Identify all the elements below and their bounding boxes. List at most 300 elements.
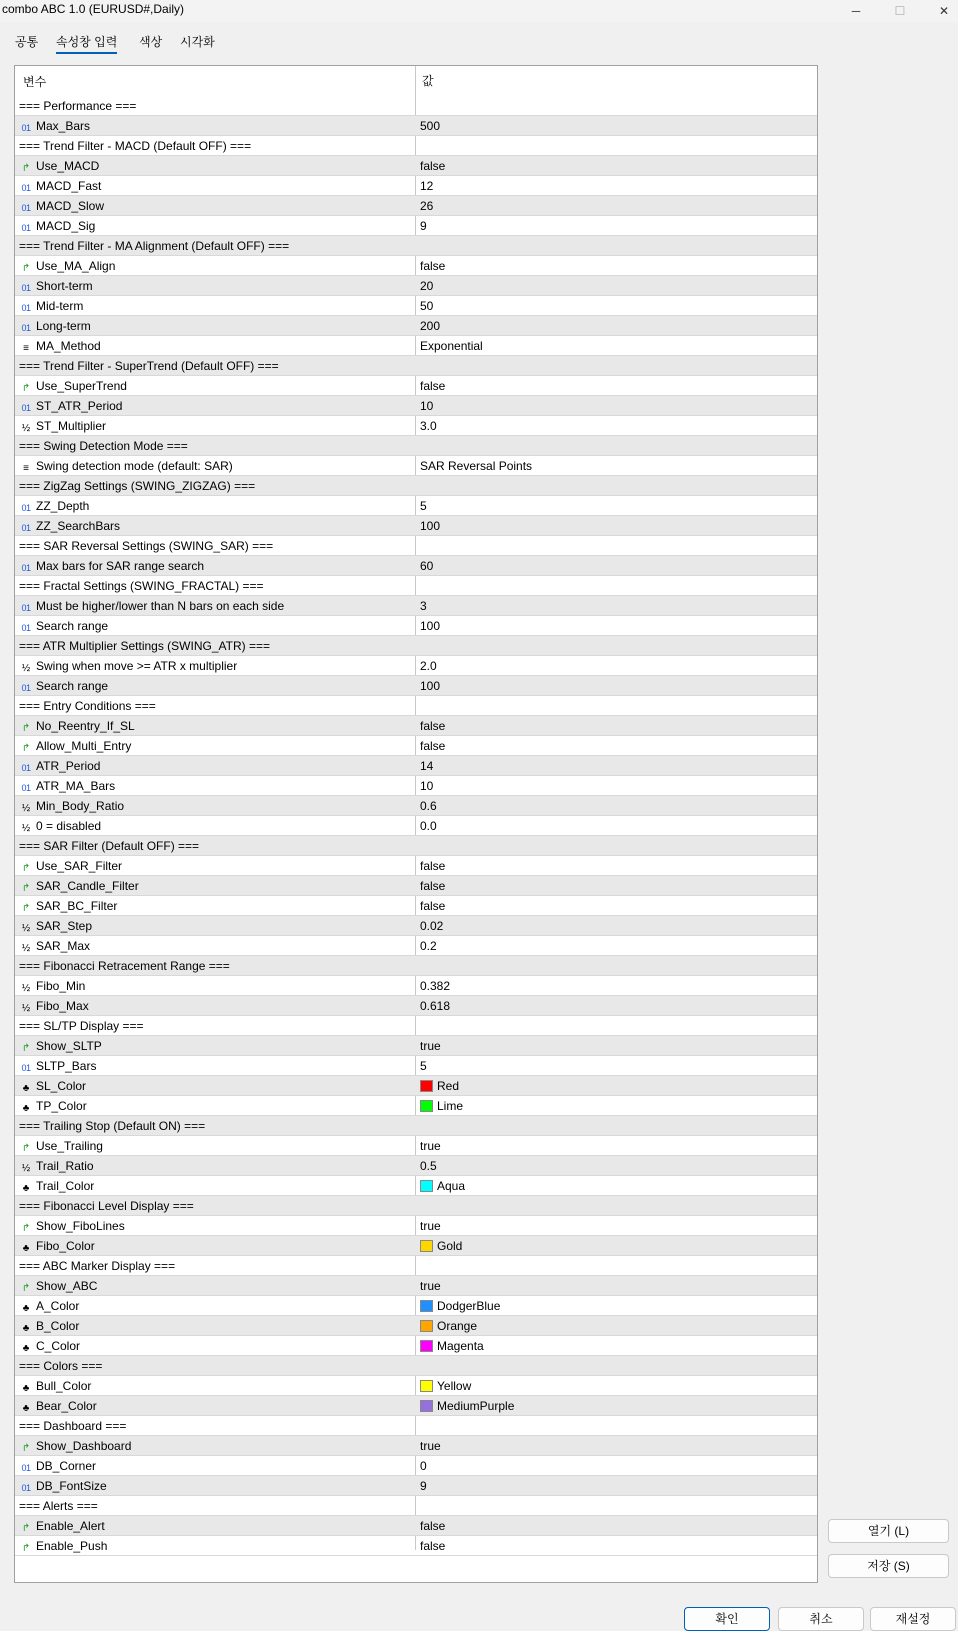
parameter-value[interactable] bbox=[420, 1139, 441, 1153]
parameter-value[interactable] bbox=[420, 1459, 427, 1473]
parameter-value[interactable] bbox=[420, 1519, 445, 1533]
parameter-row[interactable] bbox=[15, 736, 817, 756]
section-row[interactable] bbox=[15, 1356, 817, 1376]
parameter-value[interactable] bbox=[420, 459, 532, 473]
parameter-value[interactable] bbox=[420, 919, 443, 933]
parameter-value[interactable] bbox=[420, 1279, 441, 1293]
parameter-row[interactable] bbox=[15, 1056, 817, 1076]
color-icon: ♣ bbox=[22, 1343, 30, 1354]
parameter-value-text: DodgerBlue bbox=[437, 1299, 501, 1313]
color-swatch bbox=[420, 1400, 433, 1412]
parameter-value[interactable] bbox=[420, 179, 433, 193]
parameter-name-text: Swing detection mode (default: SAR) bbox=[36, 459, 233, 473]
double-icon: ½ bbox=[21, 663, 31, 674]
parameter-value[interactable] bbox=[420, 1179, 465, 1193]
color-swatch bbox=[420, 1080, 433, 1092]
parameter-row[interactable] bbox=[15, 876, 817, 896]
parameter-name bbox=[19, 1099, 87, 1115]
ok-button[interactable]: 확인 bbox=[684, 1607, 770, 1631]
parameter-row[interactable] bbox=[15, 396, 817, 416]
parameter-name-text: === Alerts === bbox=[19, 1499, 98, 1513]
parameter-row[interactable] bbox=[15, 1476, 817, 1496]
parameter-name-text: Max_Bars bbox=[36, 119, 91, 133]
integer-icon: 01 bbox=[21, 763, 31, 773]
parameter-value[interactable] bbox=[420, 339, 483, 353]
parameter-row[interactable] bbox=[15, 1436, 817, 1456]
parameter-value[interactable] bbox=[420, 1099, 463, 1113]
parameter-value[interactable] bbox=[420, 1439, 441, 1453]
parameter-value[interactable] bbox=[420, 1379, 471, 1393]
parameter-row[interactable] bbox=[15, 176, 817, 196]
parameter-name-text: Short-term bbox=[36, 279, 93, 293]
parameter-row[interactable] bbox=[15, 1156, 817, 1176]
parameter-row[interactable] bbox=[15, 336, 817, 356]
double-icon: ½ bbox=[21, 423, 31, 434]
parameter-value[interactable] bbox=[420, 939, 437, 953]
parameter-value[interactable] bbox=[420, 979, 450, 993]
parameter-name-text: ST_Multiplier bbox=[36, 419, 107, 433]
color-icon: ♣ bbox=[22, 1303, 30, 1314]
parameter-name bbox=[19, 459, 233, 475]
parameter-row[interactable] bbox=[15, 1516, 817, 1536]
parameter-name bbox=[19, 1039, 102, 1055]
parameter-value[interactable] bbox=[420, 259, 445, 273]
parameter-value-text: 0.02 bbox=[420, 919, 444, 933]
parameter-row[interactable] bbox=[15, 596, 817, 616]
parameter-value[interactable] bbox=[420, 1339, 484, 1353]
tab-visualization[interactable]: 시각화 bbox=[180, 35, 215, 49]
parameter-row[interactable] bbox=[15, 516, 817, 536]
parameter-value[interactable] bbox=[420, 219, 427, 233]
section-row[interactable] bbox=[15, 436, 817, 456]
parameter-row[interactable] bbox=[15, 616, 817, 636]
parameter-name bbox=[19, 679, 108, 694]
parameter-row[interactable] bbox=[15, 796, 817, 816]
parameter-value-text: Exponential bbox=[420, 339, 483, 353]
parameter-name bbox=[19, 819, 101, 835]
integer-icon: 01 bbox=[21, 123, 31, 133]
parameter-name bbox=[19, 399, 122, 414]
color-swatch bbox=[420, 1380, 433, 1392]
parameter-value[interactable] bbox=[420, 299, 433, 313]
parameter-name-text: SAR_BC_Filter bbox=[36, 899, 118, 913]
color-swatch bbox=[420, 1180, 433, 1192]
parameter-value[interactable] bbox=[420, 619, 440, 633]
parameter-row[interactable] bbox=[15, 916, 817, 936]
close-icon[interactable]: ✕ bbox=[938, 4, 950, 18]
section-row[interactable] bbox=[15, 476, 817, 496]
parameter-name-text: SAR_Candle_Filter bbox=[36, 879, 139, 893]
parameter-name-text: === Trend Filter - MACD (Default OFF) === bbox=[19, 139, 252, 153]
open-button[interactable]: 열기 (L) bbox=[828, 1519, 949, 1543]
parameter-name-text: Min_Body_Ratio bbox=[36, 799, 125, 813]
parameter-name bbox=[19, 1239, 95, 1255]
parameter-row[interactable] bbox=[15, 556, 817, 576]
section-row[interactable] bbox=[15, 576, 817, 596]
parameter-name bbox=[19, 639, 270, 653]
parameter-value[interactable] bbox=[420, 599, 427, 613]
color-icon: ♣ bbox=[22, 1183, 30, 1194]
parameter-name-text: Must be higher/lower than N bars on each side bbox=[36, 599, 285, 613]
parameter-value[interactable] bbox=[420, 1399, 514, 1413]
parameter-value-text: 0.5 bbox=[420, 1159, 437, 1173]
parameter-row[interactable] bbox=[15, 316, 817, 336]
color-icon: ♣ bbox=[22, 1103, 30, 1114]
parameter-name-text: === ZigZag Settings (SWING_ZIGZAG) === bbox=[19, 479, 256, 493]
parameter-value[interactable] bbox=[420, 999, 450, 1013]
parameter-value-text: 200 bbox=[420, 319, 441, 333]
parameter-name-text: Max bars for SAR range search bbox=[36, 559, 205, 573]
parameter-value[interactable] bbox=[420, 1059, 427, 1073]
parameter-value[interactable] bbox=[420, 499, 427, 513]
parameter-name-text: === Fractal Settings (SWING_FRACTAL) === bbox=[19, 579, 264, 593]
parameter-value-text: 9 bbox=[420, 1479, 427, 1493]
color-icon: ♣ bbox=[22, 1323, 30, 1334]
parameter-value-text: 100 bbox=[420, 679, 441, 693]
parameter-row[interactable] bbox=[15, 196, 817, 216]
parameter-name bbox=[19, 879, 139, 895]
parameter-name bbox=[19, 959, 230, 973]
parameter-name bbox=[19, 1519, 105, 1535]
integer-icon: 01 bbox=[21, 563, 31, 573]
boolean-icon: ↱ bbox=[21, 263, 31, 274]
tab-inputs[interactable]: 속성창 입력 bbox=[56, 30, 117, 54]
parameter-name bbox=[19, 299, 83, 314]
reset-button[interactable]: 재설정 bbox=[870, 1607, 956, 1631]
parameter-value[interactable] bbox=[420, 719, 445, 733]
parameter-name bbox=[19, 1059, 96, 1074]
parameter-row[interactable] bbox=[15, 1536, 817, 1556]
section-row[interactable] bbox=[15, 1256, 817, 1276]
parameter-row[interactable] bbox=[15, 1216, 817, 1236]
parameter-name bbox=[19, 719, 135, 735]
parameter-name-text: ATR_Period bbox=[36, 759, 101, 773]
parameter-name-text: MACD_Sig bbox=[36, 219, 96, 233]
parameter-value-text: false bbox=[420, 379, 446, 393]
parameter-name-text: Use_SAR_Filter bbox=[36, 859, 123, 873]
save-button[interactable]: 저장 (S) bbox=[828, 1554, 949, 1578]
parameter-value-text: 9 bbox=[420, 219, 427, 233]
integer-icon: 01 bbox=[21, 1483, 31, 1493]
parameter-row[interactable] bbox=[15, 1136, 817, 1156]
parameter-value-text: Gold bbox=[437, 1239, 463, 1253]
section-row[interactable] bbox=[15, 96, 817, 116]
parameter-name-text: ZZ_Depth bbox=[36, 499, 90, 513]
boolean-icon: ↱ bbox=[21, 883, 31, 894]
parameter-value[interactable] bbox=[420, 119, 440, 133]
double-icon: ½ bbox=[21, 803, 31, 814]
color-swatch bbox=[420, 1320, 433, 1332]
parameter-name bbox=[19, 1259, 175, 1273]
parameter-name bbox=[19, 1379, 91, 1395]
parameter-value[interactable] bbox=[420, 1539, 445, 1553]
section-row[interactable] bbox=[15, 636, 817, 656]
parameter-name bbox=[19, 759, 100, 774]
parameter-row[interactable] bbox=[15, 1336, 817, 1356]
parameter-name-text: Show_ABC bbox=[36, 1279, 98, 1293]
parameter-value-text: 2.0 bbox=[420, 659, 437, 673]
maximize-icon[interactable]: ☐ bbox=[894, 4, 906, 18]
parameter-row[interactable] bbox=[15, 1376, 817, 1396]
parameter-value-text: 5 bbox=[420, 1059, 427, 1073]
grid-rows bbox=[15, 96, 817, 1556]
enum-icon: ≡ bbox=[23, 463, 29, 474]
parameter-value[interactable] bbox=[420, 739, 445, 753]
parameter-row[interactable] bbox=[15, 976, 817, 996]
parameter-name bbox=[19, 419, 106, 435]
parameter-row[interactable] bbox=[15, 816, 817, 836]
color-swatch bbox=[420, 1100, 433, 1112]
parameter-name-text: Show_SLTP bbox=[36, 1039, 102, 1053]
boolean-icon: ↱ bbox=[21, 1523, 31, 1534]
column-header-value[interactable]: 값 bbox=[422, 74, 434, 88]
parameter-name-text: B_Color bbox=[36, 1319, 80, 1333]
parameter-row[interactable] bbox=[15, 256, 817, 276]
parameter-name-text: === SAR Filter (Default OFF) === bbox=[19, 839, 200, 853]
boolean-icon: ↱ bbox=[21, 1543, 31, 1554]
parameter-name-text: === ATR Multiplier Settings (SWING_ATR) === bbox=[19, 639, 270, 653]
parameter-row[interactable] bbox=[15, 936, 817, 956]
parameter-value[interactable] bbox=[420, 659, 437, 673]
parameter-value-text: 20 bbox=[420, 279, 434, 293]
boolean-icon: ↱ bbox=[21, 1223, 31, 1234]
parameter-value[interactable] bbox=[420, 199, 433, 213]
parameter-value[interactable] bbox=[420, 399, 433, 413]
parameter-value-text: false bbox=[420, 879, 446, 893]
parameter-value[interactable] bbox=[420, 1039, 441, 1053]
parameter-name bbox=[19, 179, 101, 194]
parameter-row[interactable] bbox=[15, 1036, 817, 1056]
parameter-name-text: MACD_Slow bbox=[36, 199, 105, 213]
integer-icon: 01 bbox=[21, 203, 31, 213]
parameter-name-text: ST_ATR_Period bbox=[36, 399, 123, 413]
parameter-name bbox=[19, 1119, 205, 1133]
boolean-icon: ↱ bbox=[21, 1043, 31, 1054]
parameter-value[interactable] bbox=[420, 1159, 437, 1173]
parameter-name bbox=[19, 559, 204, 574]
parameter-row[interactable] bbox=[15, 276, 817, 296]
section-row[interactable] bbox=[15, 1416, 817, 1436]
parameter-value[interactable] bbox=[420, 859, 445, 873]
parameter-name bbox=[19, 259, 115, 275]
color-swatch bbox=[420, 1240, 433, 1252]
integer-icon: 01 bbox=[21, 623, 31, 633]
parameter-name-text: 0 = disabled bbox=[36, 819, 102, 833]
parameter-name-text: SLTP_Bars bbox=[36, 1059, 97, 1073]
parameter-row[interactable] bbox=[15, 676, 817, 696]
parameter-row[interactable] bbox=[15, 216, 817, 236]
integer-icon: 01 bbox=[21, 223, 31, 233]
parameter-value[interactable] bbox=[420, 899, 445, 913]
tab-common[interactable]: 공통 bbox=[15, 35, 39, 49]
parameter-name-text: === Entry Conditions === bbox=[19, 699, 156, 713]
parameter-name-text: Fibo_Min bbox=[36, 979, 86, 993]
parameter-value-text: 100 bbox=[420, 619, 441, 633]
parameter-value[interactable] bbox=[420, 519, 440, 533]
parameter-value-text: false bbox=[420, 899, 446, 913]
boolean-icon: ↱ bbox=[21, 1443, 31, 1454]
parameter-row[interactable] bbox=[15, 716, 817, 736]
double-icon: ½ bbox=[21, 943, 31, 954]
integer-icon: 01 bbox=[21, 503, 31, 513]
title-bar bbox=[0, 0, 958, 22]
parameter-value[interactable] bbox=[420, 1319, 477, 1333]
parameter-row[interactable] bbox=[15, 756, 817, 776]
parameter-row[interactable] bbox=[15, 1236, 817, 1256]
section-row[interactable] bbox=[15, 696, 817, 716]
cancel-button[interactable]: 취소 bbox=[778, 1607, 864, 1631]
section-row[interactable] bbox=[15, 1196, 817, 1216]
parameter-value-text: 3.0 bbox=[420, 419, 437, 433]
section-row[interactable] bbox=[15, 956, 817, 976]
section-row[interactable] bbox=[15, 356, 817, 376]
section-row[interactable] bbox=[15, 836, 817, 856]
parameter-name bbox=[19, 999, 89, 1015]
parameter-name-text: Mid-term bbox=[36, 299, 84, 313]
parameter-name-text: Use_MACD bbox=[36, 159, 100, 173]
parameter-name bbox=[19, 799, 124, 815]
parameter-name-text: Swing when move >= ATR x multiplier bbox=[36, 659, 238, 673]
parameter-name bbox=[19, 1439, 131, 1455]
window-title: combo ABC 1.0 (EURUSD#,Daily) bbox=[2, 2, 185, 16]
parameter-name bbox=[19, 1319, 79, 1335]
parameter-name-text: Search range bbox=[36, 619, 109, 633]
parameter-value[interactable] bbox=[420, 1479, 427, 1493]
parameter-name-text: Show_Dashboard bbox=[36, 1439, 132, 1453]
double-icon: ½ bbox=[21, 923, 31, 934]
parameter-name bbox=[19, 1539, 107, 1555]
parameter-name bbox=[19, 439, 188, 453]
column-header-variable[interactable]: 변수 bbox=[23, 75, 47, 89]
parameter-name bbox=[19, 839, 199, 853]
parameter-name-text: === Trailing Stop (Default ON) === bbox=[19, 1119, 206, 1133]
boolean-icon: ↱ bbox=[21, 1283, 31, 1294]
parameter-value[interactable] bbox=[420, 1079, 459, 1093]
parameter-value-text: 500 bbox=[420, 119, 441, 133]
parameter-row[interactable] bbox=[15, 776, 817, 796]
parameter-row[interactable] bbox=[15, 496, 817, 516]
parameter-row[interactable] bbox=[15, 856, 817, 876]
parameter-value[interactable] bbox=[420, 799, 437, 813]
parameter-name-text: Long-term bbox=[36, 319, 91, 333]
section-row[interactable] bbox=[15, 1016, 817, 1036]
parameter-value-text: false bbox=[420, 259, 446, 273]
parameter-row[interactable] bbox=[15, 416, 817, 436]
parameter-row[interactable] bbox=[15, 1276, 817, 1296]
section-row[interactable] bbox=[15, 136, 817, 156]
parameter-row[interactable] bbox=[15, 156, 817, 176]
parameter-value-text: 0.382 bbox=[420, 979, 451, 993]
parameter-row[interactable] bbox=[15, 1176, 817, 1196]
parameter-value[interactable] bbox=[420, 159, 445, 173]
parameter-value[interactable] bbox=[420, 679, 440, 693]
parameter-value-text: Orange bbox=[437, 1319, 478, 1333]
parameter-value-text: 12 bbox=[420, 179, 434, 193]
parameter-row[interactable] bbox=[15, 376, 817, 396]
parameter-row[interactable] bbox=[15, 996, 817, 1016]
parameter-value-text: true bbox=[420, 1279, 441, 1293]
parameter-name-text: === Fibonacci Retracement Range === bbox=[19, 959, 230, 973]
parameter-row[interactable] bbox=[15, 1076, 817, 1096]
parameter-name bbox=[19, 279, 93, 294]
parameter-value[interactable] bbox=[420, 379, 445, 393]
parameter-name-text: === ABC Marker Display === bbox=[19, 1259, 176, 1273]
integer-icon: 01 bbox=[21, 1463, 31, 1473]
parameter-row[interactable] bbox=[15, 116, 817, 136]
parameter-value[interactable] bbox=[420, 1219, 441, 1233]
parameter-value-text: 0.6 bbox=[420, 799, 437, 813]
parameter-value[interactable] bbox=[420, 1239, 462, 1253]
color-icon: ♣ bbox=[22, 1243, 30, 1254]
parameter-name bbox=[19, 1339, 80, 1355]
parameter-name-text: SAR_Max bbox=[36, 939, 91, 953]
parameter-name-text: Bull_Color bbox=[36, 1379, 92, 1393]
parameter-name-text: Search range bbox=[36, 679, 109, 693]
parameter-row[interactable] bbox=[15, 1296, 817, 1316]
parameter-value-text: 14 bbox=[420, 759, 434, 773]
parameter-value[interactable] bbox=[420, 879, 445, 893]
double-icon: ½ bbox=[21, 1003, 31, 1014]
parameter-name bbox=[19, 919, 92, 935]
parameter-name bbox=[19, 1199, 194, 1213]
boolean-icon: ↱ bbox=[21, 863, 31, 874]
double-icon: ½ bbox=[21, 823, 31, 834]
section-row[interactable] bbox=[15, 236, 817, 256]
parameter-value-text: true bbox=[420, 1439, 441, 1453]
parameter-name-text: Use_Trailing bbox=[36, 1139, 103, 1153]
parameter-value[interactable] bbox=[420, 819, 437, 833]
parameter-value[interactable] bbox=[420, 759, 433, 773]
parameter-value[interactable] bbox=[420, 319, 440, 333]
parameter-value[interactable] bbox=[420, 1299, 500, 1313]
parameter-row[interactable] bbox=[15, 896, 817, 916]
parameter-name bbox=[19, 239, 289, 253]
parameter-value-text: 0.618 bbox=[420, 999, 451, 1013]
section-row[interactable] bbox=[15, 536, 817, 556]
parameter-value[interactable] bbox=[420, 279, 433, 293]
parameter-name bbox=[19, 979, 85, 995]
parameter-row[interactable] bbox=[15, 1316, 817, 1336]
section-row[interactable] bbox=[15, 1496, 817, 1516]
parameter-name-text: MA_Method bbox=[36, 339, 101, 353]
parameter-name bbox=[19, 1019, 144, 1033]
parameter-name bbox=[19, 699, 156, 713]
parameter-value-text: 10 bbox=[420, 399, 434, 413]
minimize-icon[interactable]: ─ bbox=[851, 4, 861, 18]
section-row[interactable] bbox=[15, 1116, 817, 1136]
parameter-value-text: true bbox=[420, 1139, 441, 1153]
parameter-value-text: true bbox=[420, 1039, 441, 1053]
parameter-name bbox=[19, 139, 251, 153]
parameter-value-text: false bbox=[420, 739, 446, 753]
parameter-name-text: Fibo_Max bbox=[36, 999, 89, 1013]
parameter-row[interactable] bbox=[15, 1096, 817, 1116]
parameter-name bbox=[19, 1419, 126, 1433]
parameter-value[interactable] bbox=[420, 419, 437, 433]
parameter-value-text: 3 bbox=[420, 599, 427, 613]
parameter-value[interactable] bbox=[420, 779, 433, 793]
parameter-value[interactable] bbox=[420, 559, 433, 573]
integer-icon: 01 bbox=[21, 523, 31, 533]
parameter-name-text: Bear_Color bbox=[36, 1399, 97, 1413]
parameter-name bbox=[19, 99, 136, 113]
parameter-row[interactable] bbox=[15, 656, 817, 676]
parameter-row[interactable] bbox=[15, 456, 817, 476]
parameter-row[interactable] bbox=[15, 1396, 817, 1416]
parameter-row[interactable] bbox=[15, 1456, 817, 1476]
tab-colors[interactable]: 색상 bbox=[139, 35, 163, 49]
parameter-row[interactable] bbox=[15, 296, 817, 316]
